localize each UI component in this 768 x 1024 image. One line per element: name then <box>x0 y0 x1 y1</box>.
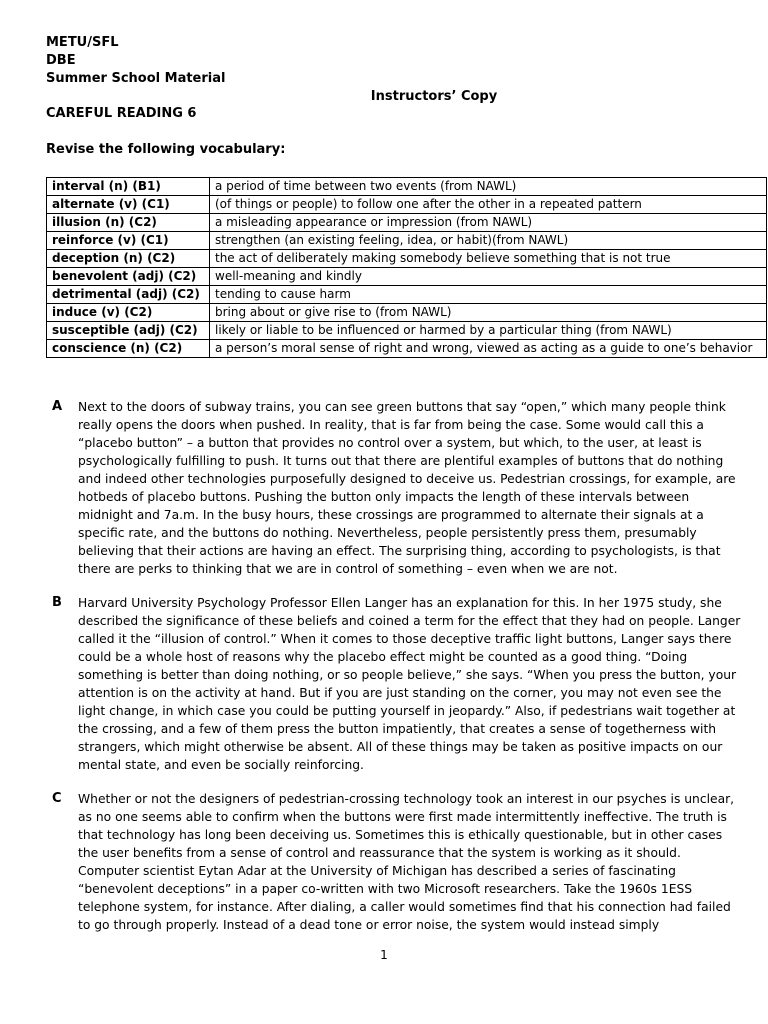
table-row <box>47 232 767 250</box>
paragraph-letter: C <box>52 791 62 806</box>
vocab-term: detrimental (adj) (C2) <box>47 286 210 304</box>
table-row <box>47 286 767 304</box>
table-row <box>47 340 767 358</box>
header-line-org: METU/SFL <box>46 35 119 50</box>
instructors-copy-label: Instructors’ Copy <box>370 89 498 104</box>
paragraph-b <box>52 594 742 774</box>
vocab-term: illusion (n) (C2) <box>47 214 210 232</box>
vocab-definition: the act of deliberately making somebody believe something that is not true <box>210 250 767 268</box>
header-line-dept: DBE <box>46 53 76 68</box>
document-header <box>46 34 225 88</box>
paragraph-c <box>52 790 742 934</box>
header-line-material: Summer School Material <box>46 71 226 86</box>
vocab-term: conscience (n) (C2) <box>47 340 210 358</box>
page-number: 1 <box>380 948 388 962</box>
paragraph-letter: B <box>52 595 62 610</box>
paragraph-text: Whether or not the designers of pedestrian-crossing technology took an interest in our psyches is unclear, as no one seems able to confirm when the buttons were first made intermittently ineffective. The truth is that technology has long been deceiving us. Sometimes this is ethically questionable, but in other cases the user benefits from a sense of control and reassurance that the system is working as it should. Computer scientist Eytan Adar at the University of Michigan has described a series of fascinating “benevolent deceptions” in a paper co-written with two Microsoft researchers. Take the 1960s 1ESS telephone system, for instance. After dialing, a caller would sometimes find that his connection had failed to go through properly. Instead of a dead tone or error noise, the system would instead simply <box>78 792 735 932</box>
paragraph-a <box>52 398 742 578</box>
vocab-definition: strengthen (an existing feeling, idea, or habit)(from NAWL) <box>210 232 767 250</box>
vocab-definition: (of things or people) to follow one after the other in a repeated pattern <box>210 196 767 214</box>
paragraph-letter: A <box>52 399 63 414</box>
table-row <box>47 196 767 214</box>
section-title: CAREFUL READING 6 <box>46 106 197 121</box>
vocab-term: interval (n) (B1) <box>47 178 210 196</box>
table-row <box>47 304 767 322</box>
table-row <box>47 214 767 232</box>
vocab-definition: likely or liable to be influenced or harmed by a particular thing (from NAWL) <box>210 322 767 340</box>
vocab-definition: tending to cause harm <box>210 286 767 304</box>
vocab-term: benevolent (adj) (C2) <box>47 268 210 286</box>
vocab-term: reinforce (v) (C1) <box>47 232 210 250</box>
vocab-term: induce (v) (C2) <box>47 304 210 322</box>
table-row <box>47 268 767 286</box>
table-row <box>47 322 767 340</box>
vocab-definition: a period of time between two events (from NAWL) <box>210 178 767 196</box>
vocab-definition: a misleading appearance or impression (from NAWL) <box>210 214 767 232</box>
vocabulary-table <box>46 177 767 358</box>
paragraph-text: Next to the doors of subway trains, you can see green buttons that say “open,” which many people think really opens the doors when pushed. In reality, that is far from being the case. Some would call this a “placebo button” – a button that provides no control over a system, but which, to the user, at least is psychologically fulfilling to push. It turns out that there are plentiful examples of buttons that do nothing and indeed other technologies purposefully designed to deceive us. Pedestrian crossings, for example, are hotbeds of placebo buttons. Pushing the button only impacts the length of these intervals between midnight and 7a.m. In the busy hours, these crossings are programmed to alternate their signals at a specific rate, and the buttons do nothing. Nevertheless, people persistently press them, presumably believing that their actions are having an effect. The surprising thing, according to psychologists, is that there are perks to thinking that we are in control of something – even when we are not. <box>78 400 736 576</box>
table-row <box>47 250 767 268</box>
paragraph-text: Harvard University Psychology Professor Ellen Langer has an explanation for this. In her 1975 study, she described the significance of these beliefs and coined a term for the effect that they had on people. Langer called it the “illusion of control.” When it comes to those deceptive traffic light buttons, Langer says there could be a whole host of reasons why the placebo effect might be counted as a good thing. “Doing something is better than doing nothing, or so people believe,” she says. “When you press the button, your attention is on the activity at hand. But if you are just standing on the corner, you may not even see the light change, in which case you could be putting yourself in jeopardy.” Also, if pedestrians wait together at the crossing, and a few of them press the button impatiently, that creates a sense of togetherness with strangers, which might otherwise be absent. All of these things may be taken as positive impacts on our mental state, and even be socially reinforcing. <box>78 596 741 772</box>
table-row <box>47 178 767 196</box>
vocabulary-instruction: Revise the following vocabulary: <box>46 142 286 157</box>
vocab-definition: well-meaning and kindly <box>210 268 767 286</box>
vocab-definition: a person’s moral sense of right and wrong, viewed as acting as a guide to one’s behavior <box>210 340 767 358</box>
vocab-term: susceptible (adj) (C2) <box>47 322 210 340</box>
vocab-definition: bring about or give rise to (from NAWL) <box>210 304 767 322</box>
vocab-term: alternate (v) (C1) <box>47 196 210 214</box>
vocab-term: deception (n) (C2) <box>47 250 210 268</box>
